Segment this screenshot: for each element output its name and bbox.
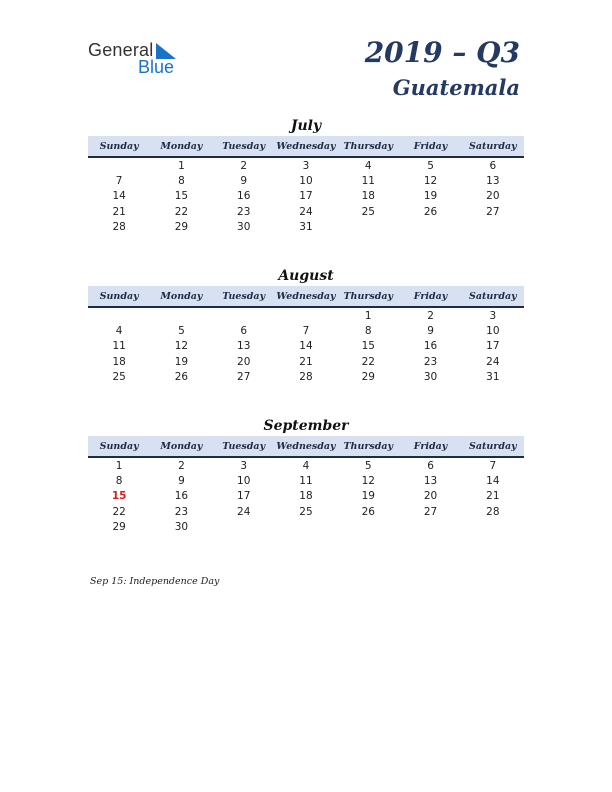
day-cell [213, 520, 275, 535]
logo-blue-text: Blue [138, 57, 175, 77]
day-cell: 22 [361, 355, 375, 368]
day-cell: 14 [299, 340, 313, 353]
day-cell: 15 [361, 340, 375, 353]
month-name: September [263, 418, 349, 434]
day-cell: 2 [240, 160, 248, 172]
day-cell: 24 [237, 505, 251, 518]
day-cell [213, 309, 275, 324]
day-cell [399, 220, 461, 235]
day-cell: 29 [112, 520, 126, 533]
day-cell: 4 [364, 160, 372, 172]
week-row [88, 520, 524, 535]
weekday-header: Thursday [343, 441, 394, 452]
day-cell: 28 [112, 220, 126, 233]
day-cell: 21 [299, 355, 313, 368]
day-cell: 30 [423, 370, 438, 383]
day-cell [150, 309, 212, 324]
day-cell: 16 [423, 340, 438, 353]
day-cell: 31 [486, 370, 500, 383]
weekday-header-row [88, 436, 524, 458]
weekday-header: Wednesday [276, 141, 336, 152]
day-cell: 2 [178, 460, 185, 472]
page-title: 2019 – Q3 [364, 36, 520, 69]
weekday-header: Wednesday [276, 291, 336, 302]
day-cell: 16 [174, 490, 189, 503]
day-cell: 3 [489, 310, 497, 322]
day-cell: 26 [423, 205, 438, 218]
day-cell: 22 [112, 505, 126, 518]
generalblue-logo [88, 40, 198, 80]
week-row [88, 220, 524, 235]
day-cell: 8 [115, 475, 123, 488]
weekday-header: Tuesday [222, 141, 266, 152]
day-cell: 20 [486, 190, 500, 203]
weekday-header: Thursday [343, 291, 394, 302]
weekday-header: Monday [160, 141, 203, 152]
day-cell: 9 [427, 325, 434, 338]
day-cell: 1 [364, 310, 372, 322]
week-row [88, 355, 524, 370]
day-cell: 1 [115, 460, 123, 472]
day-cell: 24 [299, 205, 313, 218]
day-cell: 1 [178, 160, 185, 172]
day-cell: 24 [486, 355, 500, 368]
weekday-header: Friday [413, 141, 448, 152]
day-cell [88, 309, 150, 324]
weekday-header: Saturday [469, 141, 517, 152]
holiday-note: Sep 15: Independence Day [90, 576, 220, 587]
weekday-header: Friday [413, 291, 448, 302]
day-cell: 13 [423, 475, 438, 488]
day-cell: 21 [112, 205, 126, 218]
day-cell: 9 [178, 475, 185, 488]
day-cell: 18 [112, 355, 126, 368]
day-cell: 17 [237, 490, 251, 503]
day-cell: 25 [361, 205, 375, 218]
day-cell: 5 [178, 325, 185, 338]
day-cell: 7 [115, 175, 123, 188]
day-cell: 27 [423, 505, 438, 518]
day-cell: 26 [174, 370, 189, 383]
day-cell [399, 520, 461, 535]
day-cell: 29 [361, 370, 375, 383]
day-cell: 25 [112, 370, 126, 383]
weekday-header: Sunday [99, 441, 139, 452]
day-cell: 21 [486, 490, 500, 503]
weeks-grid [88, 458, 524, 535]
month-calendar-september [88, 416, 524, 535]
month-calendar-august [88, 266, 524, 385]
day-cell: 14 [112, 190, 126, 203]
day-cell: 12 [423, 175, 438, 188]
day-cell: 31 [299, 220, 313, 233]
day-cell: 28 [299, 370, 313, 383]
weekday-header: Tuesday [222, 291, 266, 302]
weekday-header: Sunday [99, 141, 139, 152]
day-cell: 11 [112, 340, 126, 353]
day-cell: 29 [174, 220, 189, 233]
day-cell: 19 [423, 190, 438, 203]
day-cell: 18 [299, 490, 313, 503]
weekday-header: Sunday [99, 291, 139, 302]
week-row [88, 189, 524, 204]
week-row [88, 370, 524, 385]
day-cell: 16 [237, 190, 251, 203]
weekday-header: Saturday [469, 291, 517, 302]
weekday-header: Tuesday [222, 441, 266, 452]
week-row [88, 339, 524, 354]
week-row [88, 205, 524, 220]
day-cell [275, 309, 337, 324]
weekday-header: Friday [413, 441, 448, 452]
day-cell: 5 [427, 160, 434, 172]
day-cell: 17 [299, 190, 313, 203]
weekday-header-row [88, 136, 524, 158]
day-cell: 5 [364, 460, 372, 472]
day-cell: 23 [174, 505, 189, 518]
holiday-day-cell: 15 [111, 490, 127, 503]
day-cell: 27 [486, 205, 500, 218]
week-row [88, 459, 524, 474]
day-cell: 3 [302, 160, 310, 172]
day-cell: 11 [361, 175, 375, 188]
weekday-header: Saturday [469, 441, 517, 452]
day-cell [337, 220, 399, 235]
day-cell: 13 [237, 340, 251, 353]
weekday-header: Wednesday [276, 441, 336, 452]
day-cell: 19 [174, 355, 189, 368]
week-row [88, 174, 524, 189]
day-cell: 14 [486, 475, 500, 488]
day-cell: 9 [240, 175, 248, 188]
week-row [88, 489, 524, 504]
day-cell: 3 [240, 460, 248, 472]
day-cell: 10 [486, 325, 500, 338]
weeks-grid [88, 308, 524, 385]
day-cell: 27 [237, 370, 251, 383]
day-cell: 23 [423, 355, 438, 368]
day-cell: 15 [174, 190, 189, 203]
day-cell [275, 520, 337, 535]
weekday-header-row [88, 286, 524, 308]
day-cell: 6 [240, 325, 248, 338]
day-cell: 4 [302, 460, 310, 472]
week-row [88, 324, 524, 339]
day-cell [462, 220, 524, 235]
day-cell: 22 [174, 205, 189, 218]
day-cell: 23 [237, 205, 251, 218]
day-cell: 10 [299, 175, 313, 188]
weekday-header: Thursday [343, 141, 394, 152]
week-row [88, 505, 524, 520]
day-cell: 6 [427, 460, 434, 472]
week-row [88, 159, 524, 174]
day-cell: 28 [486, 505, 500, 518]
weekday-header: Monday [160, 441, 203, 452]
day-cell: 12 [361, 475, 375, 488]
day-cell: 20 [423, 490, 438, 503]
day-cell: 7 [302, 325, 310, 338]
month-name: July [290, 118, 322, 134]
day-cell: 11 [299, 475, 313, 488]
weeks-grid [88, 158, 524, 235]
day-cell: 8 [364, 325, 372, 338]
weekday-header: Monday [160, 291, 203, 302]
week-row [88, 474, 524, 489]
day-cell: 25 [299, 505, 313, 518]
day-cell: 20 [237, 355, 251, 368]
country-name: Guatemala [392, 75, 520, 100]
month-name: August [278, 268, 334, 284]
day-cell: 30 [174, 520, 189, 533]
day-cell: 13 [486, 175, 500, 188]
month-calendar-july [88, 116, 524, 235]
day-cell: 12 [174, 340, 189, 353]
day-cell: 17 [486, 340, 500, 353]
day-cell [462, 520, 524, 535]
logo-general-text: General [88, 40, 154, 60]
day-cell: 19 [361, 490, 375, 503]
day-cell [88, 159, 150, 174]
day-cell: 4 [115, 325, 123, 338]
day-cell: 8 [178, 175, 185, 188]
day-cell: 26 [361, 505, 375, 518]
day-cell [337, 520, 399, 535]
day-cell: 6 [489, 160, 497, 172]
day-cell: 10 [237, 475, 251, 488]
day-cell: 7 [489, 460, 497, 472]
day-cell: 2 [427, 310, 434, 322]
day-cell: 30 [237, 220, 251, 233]
week-row [88, 309, 524, 324]
day-cell: 18 [361, 190, 375, 203]
